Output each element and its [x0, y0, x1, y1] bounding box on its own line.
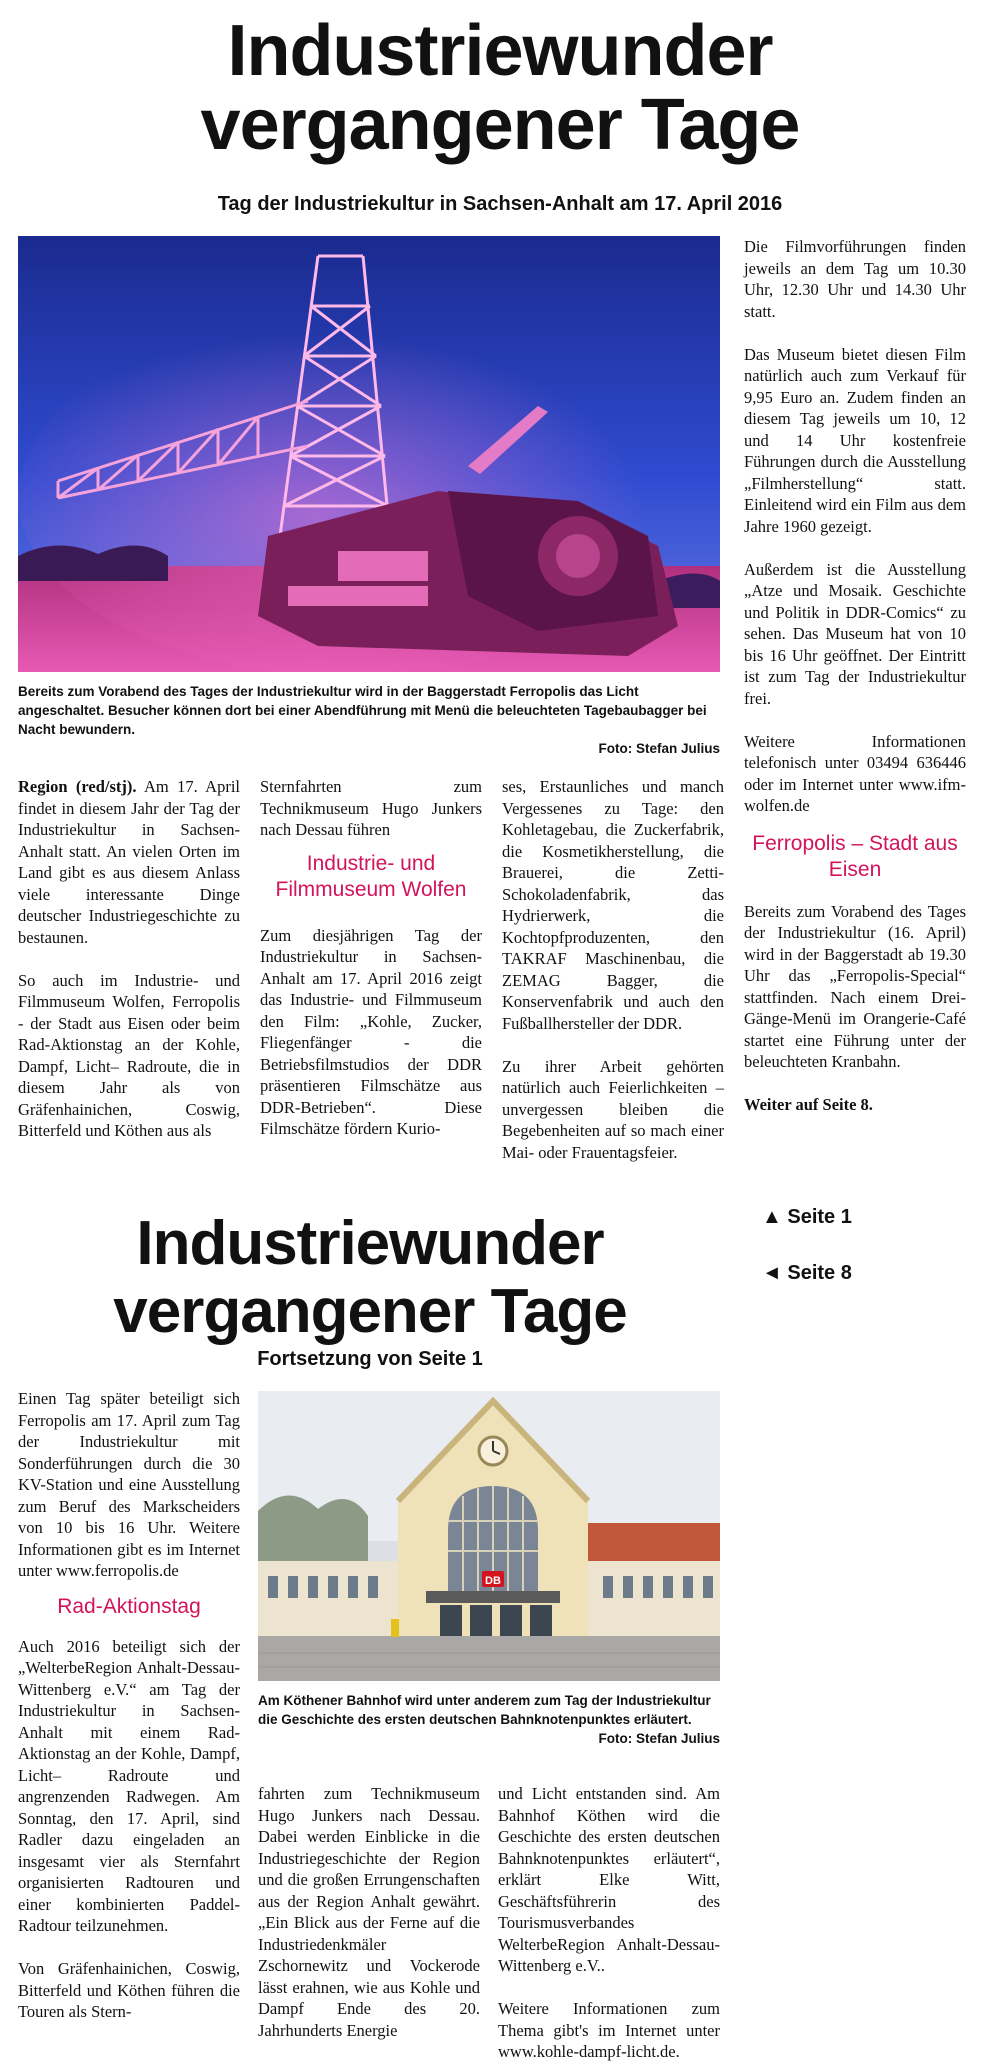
article1-headline-line1: Industriewunder [227, 11, 773, 91]
article2-column-3 [498, 1783, 720, 2063]
article1-column-3 [502, 776, 724, 1163]
section-heading-filmmuseum: Industrie- und Filmmuseum Wolfen [275, 851, 467, 901]
article1-col4-para4: Weitere Informationen telefonisch unter 03494 636446 oder im Internet unter www.ifm-wolfen.de [744, 731, 966, 815]
article2-headline-line2: vergangener Tage [113, 1277, 627, 1346]
article1-column-1 [18, 776, 240, 1142]
article2-photo-caption [258, 1691, 720, 1748]
article1-subheadline: Tag der Industriekultur in Sachsen-Anhalt am 17. April 2016 [217, 193, 783, 215]
article1-caption-text: Bereits zum Vorabend des Tages der Industriekultur wird in der Baggerstadt Ferropolis das Licht angeschaltet. Besucher können dort bei einer Abendführung mit Menü die beleuchteten Tagebaubagger bei Nacht bewundern. [18, 684, 707, 737]
article1-col3-para1: ses, Erstaunliches und manch Vergessenes zu Tage: den Kohletagebau, die Zuckerfabrik, die Kosmetikherstellung, die Brauerei, die Zetti-Schokoladenfabrik, das Hydrierwerk, die Kochtopfproduzenten, den TAKRAF Maschinenbau, die ZEMAG Bagger, die Konservenfabrik und auch den Fußballhersteller der DDR. [502, 777, 724, 1033]
db-sign: DB [485, 1575, 501, 1587]
article1-photo-caption [18, 682, 720, 758]
article2-headline-line1: Industriewunder [136, 1209, 604, 1278]
article1-column-2 [260, 776, 482, 1140]
article1-col2-para2: Zum diesjährigen Tag der Industriekultur in Sachsen-Anhalt am 17. April 2016 zeigt das Industrie- und Filmmuseum den Film: „Kohle, Zucker, Fliegenfänger - die Betriebsfilmstudios der DDR präsentieren Filmschätze aus DDR-Betrieben“. Diese Filmschätze fördern Kurio- [260, 925, 482, 1138]
page-8-reference[interactable]: ◄ Seite 8 [762, 1262, 852, 1284]
article1-col1-para2: So auch im Industrie- und Filmmuseum Wolfen, Ferropolis - der Stadt aus Eisen oder beim Rad-Aktionstag an der Kohle, Dampf, Licht– Radroute, die in diesem Jahr als von Gräfenhainichen, Coswig, Bitterfeld und Köthen aus als [18, 970, 240, 1140]
section-heading-rad-aktionstag: Rad-Aktionstag [57, 1594, 201, 1618]
article1-headline [0, 11, 1000, 165]
article2-col1-para2: Auch 2016 beteiligt sich der „WelterbeRegion Anhalt-Dessau-Wittenberg e.V.“ am Tag der Industriekultur in Sachsen-Anhalt mit einem Rad-Aktionstag an der Kohle, Dampf, Licht– Radroute und angrenzenden Radwegen. Am Sonntag, den 17. April, sind Radler dazu eingeladen an insgesamt vier als Sternfahrt organisierten Radtouren und einer kombinierten Paddel-Radtour teilzunehmen. [18, 1636, 240, 1935]
page-1-reference[interactable]: ▲ Seite 1 [762, 1206, 852, 1228]
article2-subheadline: Fortsetzung von Seite 1 [257, 1348, 483, 1370]
article1-col4-para5: Bereits zum Vorabend des Tages der Industriekultur (16. April) wird in der Baggerstadt ab 19.30 Uhr das „Ferropolis-Special“ stattfinden. Nach einem Drei-Gänge-Menü im Orangerie-Café startet eine Führung unter der beleuchteten Kranbahn. [744, 901, 966, 1071]
article2-headline [0, 1210, 740, 1346]
article1-col4-para2: Das Museum bietet diesen Film natürlich auch zum Verkauf für 9,95 Euro an. Zudem finden an diesem Tag jeweils um 10, 12 und 14 Uhr kostenfreie Führungen durch die Ausstellung „Filmherstellung“ statt. Einleitend wird ein Film aus dem Jahre 1960 gezeigt. [744, 344, 966, 536]
article2-photo-credit: Foto: Stefan Julius [598, 1731, 720, 1746]
article1-photo-credit: Foto: Stefan Julius [598, 741, 720, 756]
article1-col3-para2: Zu ihrer Arbeit gehörten natürlich auch Feierlichkeiten – unvergessen bleiben die Begebenheiten auf so mach einer Mai- oder Frauentagsfeier. [502, 1056, 724, 1162]
article2-column-2 [258, 1783, 480, 2041]
article2-col1-para3: Von Gräfenhainichen, Coswig, Bitterfeld und Köthen führen die Touren als Stern- [18, 1959, 240, 2021]
article2-column-1 [18, 1388, 240, 2023]
koethen-station-photo [258, 1391, 720, 1681]
continued-on-page-8: Weiter auf Seite 8. [744, 1095, 873, 1114]
article2-col3-para1: und Licht entstanden sind. Am Bahnhof Köthen wird die Geschichte des ersten deutschen Bahnknotenpunktes erläutert“, erklärt Elke Witt, Geschäftsführerin des Tourismusverbandes WelterbeRegion Anhalt-Dessau-Wittenberg e.V.. [498, 1784, 720, 1975]
section-heading-ferropolis: Ferropolis – Stadt aus Eisen [752, 831, 958, 881]
article2-caption-text: Am Köthener Bahnhof wird unter anderem zum Tag der Industriekultur die Geschichte des ersten deutschen Bahnknotenpunktes erläutert. [258, 1693, 711, 1727]
article1-col4-para3: Außerdem ist die Ausstellung „Atze und Mosaik. Geschichte und Politik in DDR-Comics“ zu sehen. Das Museum hat von 10 bis 16 Uhr geöffnet. Der Eintritt ist zum Tag der Industriekultur frei. [744, 559, 966, 708]
article1-lead: Region (red/stj). [18, 777, 137, 796]
article2-col3-para2: Weitere Informationen zum Thema gibt's im Internet unter www.kohle-dampf-licht.de. [498, 1999, 720, 2061]
article1-col2-para1: Sternfahrten zum Technikmuseum Hugo Junkers nach Dessau führen [260, 777, 482, 839]
article1-col4-para1: Die Filmvorführungen finden jeweils an dem Tag um 10.30 Uhr, 12.30 Uhr und 14.30 Uhr statt. [744, 237, 966, 321]
ferropolis-night-photo [18, 236, 720, 672]
article1-col1-para1 [18, 776, 240, 948]
article1-column-4 [744, 236, 966, 1116]
article1-col1-para1-text: Am 17. April findet in diesem Jahr der Tag der Industriekultur in Sachsen-Anhalt statt. An vielen Orten im Land gibt es aus diesem Anlass viele interessante Dinge deutscher Industriegeschichte zu bestaunen. [18, 777, 241, 947]
article2-col1-para1: Einen Tag später beteiligt sich Ferropolis am 17. April zum Tag der Industriekultur mit Sonderführungen durch die 30 KV-Station und eine Ausstellung zum Beruf des Markscheiders von 10 bis 16 Uhr. Weitere Informationen gibt es im Internet unter www.ferropolis.de [18, 1389, 240, 1580]
article2-col2-para1: fahrten zum Technikmuseum Hugo Junkers nach Dessau. Dabei werden Einblicke in die Industriegeschichte der Region und die großen Errungenschaften aus der Region Anhalt gewährt. „Ein Blick aus der Ferne auf die Industriedenkmäler Zschornewitz und Vockerode lässt erahnen, wie aus Kohle und Dampf Ende des 20. Jahrhunderts Energie [258, 1784, 480, 2040]
article1-headline-line2: vergangener Tage [200, 85, 800, 165]
